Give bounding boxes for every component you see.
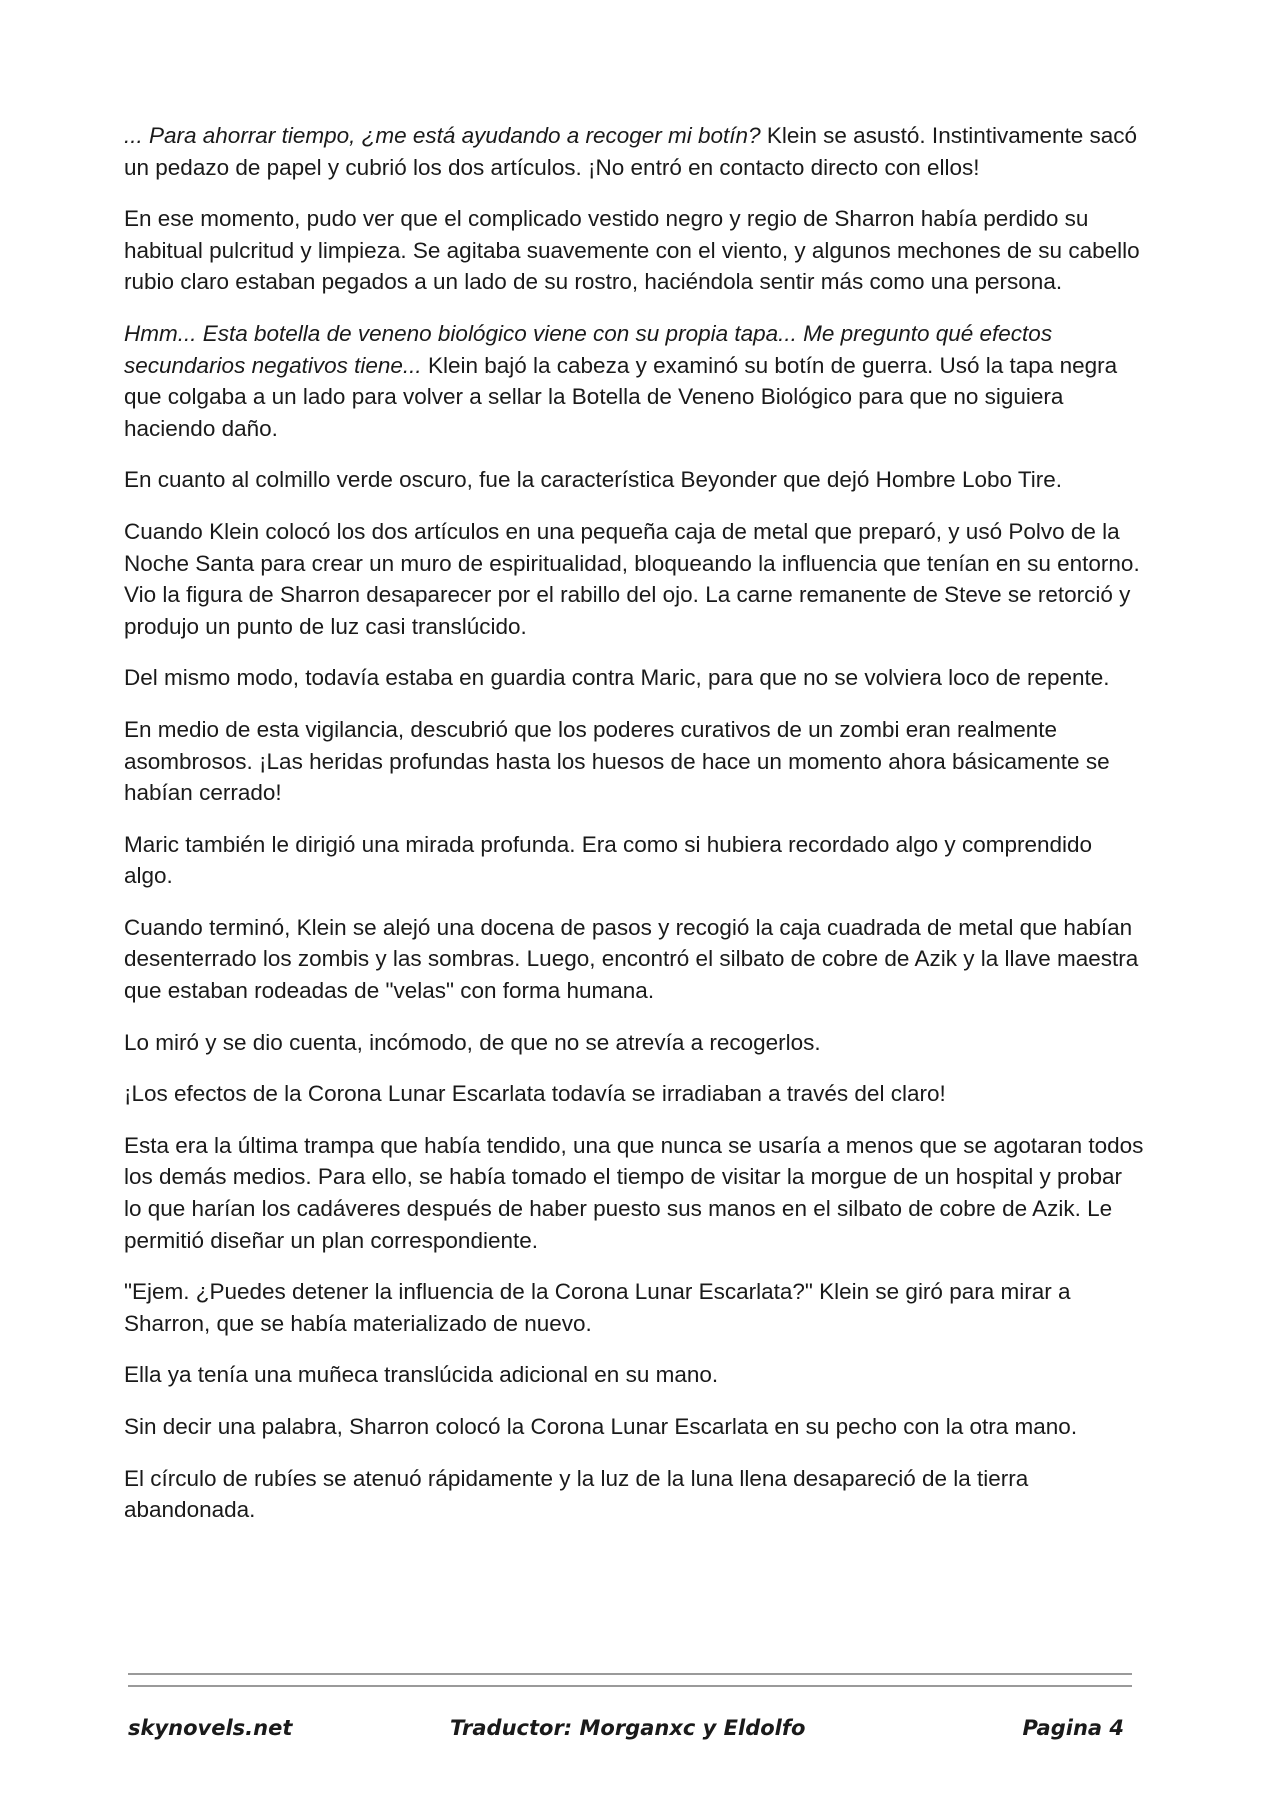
paragraph-9-text: Cuando terminó, Klein se alejó una docena de pasos y recogió la caja cuadrada de metal que habían desenterrado los zombis y las sombras. Luego, encontró el silbato de cobre de Azik y la llave maestra que estaban rodeadas de "velas" con forma humana. (124, 914, 1139, 1004)
paragraph-10-text: Lo miró y se dio cuenta, incómodo, de que no se atrevía a recogerlos. (124, 1029, 821, 1055)
footer-divider-top (128, 1673, 1132, 1675)
document-body (124, 120, 1144, 1546)
paragraph-10 (124, 1027, 1144, 1059)
paragraph-9 (124, 912, 1144, 1007)
page-footer (128, 1716, 1124, 1750)
paragraph-11-text: ¡Los efectos de la Corona Lunar Escarlata todavía se irradiaban a través del claro! (124, 1081, 946, 1107)
paragraph-6 (124, 662, 1144, 694)
paragraph-8-text: Maric también le dirigió una mirada profunda. Era como si hubiera recordado algo y comprendido algo. (124, 831, 1093, 889)
paragraph-16 (124, 1463, 1144, 1526)
paragraph-3-text: Klein bajó la cabeza y examinó su botín de guerra. Usó la tapa negra que colgaba a un lado para volver a sellar la Botella de Veneno Biológico para que no siguiera haciendo daño. (124, 352, 1118, 441)
paragraph-3-thought: Hmm... Esta botella de veneno biológico viene con su propia tapa... Me pregunto qué efectos secundarios negativos tiene... (124, 320, 1053, 378)
paragraph-12 (124, 1130, 1144, 1256)
paragraph-12-text: Esta era la última trampa que había tendido, una que nunca se usaría a menos que se agotaran todos los demás medios. Para ello, se había tomado el tiempo de visitar la morgue de un hospital y probar lo que harían los cadáveres después de haber puesto sus manos en el silbato de cobre de Azik. Le permitió diseñar un plan correspondiente. (124, 1132, 1144, 1253)
paragraph-15 (124, 1411, 1144, 1443)
paragraph-13-text: "Ejem. ¿Puedes detener la influencia de la Corona Lunar Escarlata?" Klein se giró para mirar a Sharron, que se había materializado de nuevo. (124, 1279, 1071, 1336)
paragraph-15-text: Sin decir una palabra, Sharron colocó la Corona Lunar Escarlata en su pecho con la otra mano. (124, 1414, 1078, 1439)
paragraph-1-thought: ... Para ahorrar tiempo, ¿me está ayudando a recoger mi botín? (124, 123, 761, 148)
paragraph-5 (124, 516, 1144, 642)
paragraph-8 (124, 829, 1144, 892)
footer-page-number: Pagina 4 (1022, 1716, 1124, 1740)
footer-translator: Traductor: Morganxc y Eldolfo (450, 1716, 806, 1740)
paragraph-2-text: En ese momento, pudo ver que el complicado vestido negro y regio de Sharron había perdido su habitual pulcritud y limpieza. Se agitaba suavemente con el viento, y algunos mechones de su cabello rubio claro estaban pegados a un lado de su rostro, haciéndola sentir más como una persona. (124, 206, 1140, 295)
footer-divider-bottom (128, 1685, 1132, 1687)
paragraph-6-text: Del mismo modo, todavía estaba en guardia contra Maric, para que no se volviera loco de repente. (124, 665, 1110, 691)
paragraph-7 (124, 714, 1144, 809)
paragraph-14-text: Ella ya tenía una muñeca translúcida adicional en su mano. (124, 1362, 719, 1388)
footer-site: skynovels.net (128, 1716, 293, 1740)
paragraph-16-text: El círculo de rubíes se atenuó rápidamente y la luz de la luna llena desapareció de la tierra abandonada. (124, 1465, 1029, 1523)
paragraph-14 (124, 1359, 1144, 1391)
paragraph-7-text: En medio de esta vigilancia, descubrió que los poderes curativos de un zombi eran realmente asombrosos. ¡Las heridas profundas hasta los huesos de hace un momento ahora básicamente se habían cerrado! (124, 716, 1110, 806)
paragraph-1-text: Klein se asustó. Instintivamente sacó un pedazo de papel y cubrió los dos artículos. ¡No entró en contacto directo con ellos! (124, 123, 1138, 180)
paragraph-3 (124, 318, 1144, 444)
paragraph-5-text: Cuando Klein colocó los dos artículos en una pequeña caja de metal que preparó, y usó Polvo de la Noche Santa para crear un muro de espiritualidad, bloqueando la influencia que tenían en su entorno. Vio la figura de Sharron desaparecer por el rabillo del ojo. La carne remanente de Steve se retorció y produjo un punto de luz casi translúcido. (124, 518, 1140, 639)
paragraph-11 (124, 1078, 1144, 1110)
paragraph-4 (124, 464, 1144, 496)
paragraph-1 (124, 120, 1144, 183)
paragraph-13 (124, 1276, 1144, 1339)
paragraph-2 (124, 203, 1144, 298)
paragraph-4-text: En cuanto al colmillo verde oscuro, fue la característica Beyonder que dejó Hombre Lobo Tire. (124, 467, 1063, 493)
